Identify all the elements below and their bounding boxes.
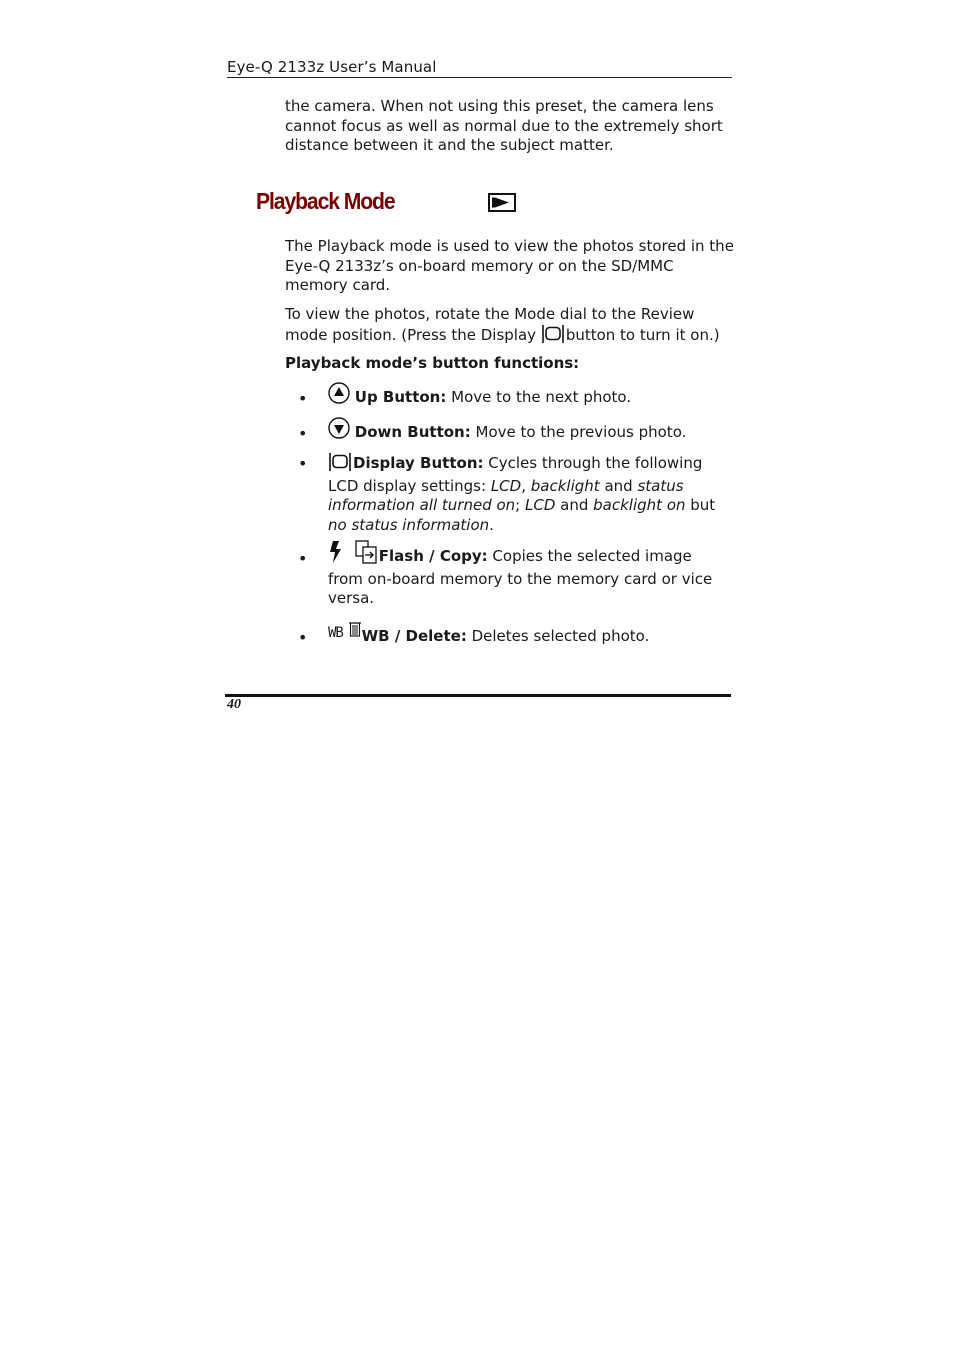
- footer-rule: [225, 694, 731, 697]
- up-arrow-circle-icon: [328, 381, 350, 411]
- trash-icon: [348, 620, 362, 644]
- wb-delete-label: WB / Delete:: [361, 627, 467, 645]
- paragraph-intro: The Playback mode is used to view the photos stored in the Eye-Q 2133z’s on-board memory or on the SD/MMC memory card.: [285, 237, 734, 295]
- subheading: Playback mode’s button functions:: [285, 354, 580, 372]
- p2-text-before: To view the photos, rotate the Mode dial to the Review mode position. (Press the Display: [285, 305, 695, 344]
- flash-icon: [328, 540, 344, 570]
- list-item-up: [328, 381, 728, 411]
- wb-delete-text: Deletes selected photo.: [466, 627, 650, 645]
- display-text: and: [555, 496, 594, 515]
- list-item-down: [328, 416, 728, 446]
- list-item-display: [328, 453, 728, 535]
- bullet-marker: •: [298, 549, 308, 568]
- up-button-text: Move to the next photo.: [446, 388, 632, 406]
- playback-icon: [488, 193, 516, 212]
- paragraph-view-photos: [285, 305, 735, 348]
- wb-icon: WB: [328, 625, 343, 641]
- section-title: Playback Mode: [256, 188, 395, 214]
- bullet-marker: •: [298, 424, 308, 443]
- display-text: Cycles through the following LCD display settings:: [328, 454, 703, 495]
- display-button-label: Display Button:: [353, 454, 484, 472]
- bullet-marker: •: [298, 454, 308, 473]
- display-emphasis: status information all turned on: [328, 476, 684, 515]
- display-text: .: [489, 515, 494, 534]
- page-number: 40: [227, 697, 241, 712]
- display-text: and: [599, 476, 638, 495]
- display-emphasis: LCD: [525, 496, 556, 515]
- down-button-text: Move to the previous photo.: [470, 423, 687, 441]
- bullet-marker: •: [298, 389, 308, 408]
- display-icon: [328, 453, 353, 477]
- flash-copy-label: Flash / Copy:: [378, 547, 488, 565]
- flash-copy-text: Copies the selected image from on-board memory to the memory card or vice versa.: [328, 547, 713, 608]
- intro-paragraph: the camera. When not using this preset, the camera lens cannot focus as well as normal due to the extremely short distance between it and the subject matter.: [285, 97, 723, 155]
- display-emphasis: no status information: [328, 515, 490, 534]
- display-text: ,: [521, 476, 531, 495]
- bullet-marker: •: [298, 628, 308, 647]
- list-item-wb-delete: [328, 620, 728, 647]
- down-arrow-circle-icon: [328, 416, 350, 446]
- up-button-label: Up Button:: [354, 388, 447, 406]
- copy-icon: [355, 540, 379, 570]
- list-item-flash-copy: [328, 540, 728, 609]
- display-text: ;: [515, 496, 525, 515]
- display-icon: [541, 325, 566, 349]
- display-emphasis: backlight: [530, 476, 600, 495]
- running-header: Eye-Q 2133z User’s Manual: [227, 58, 437, 76]
- display-emphasis: LCD: [490, 476, 522, 495]
- down-button-label: Down Button:: [354, 423, 471, 441]
- display-emphasis: backlight on: [593, 496, 686, 515]
- header-rule: [227, 77, 732, 78]
- p2-text-after: button to turn it on.): [565, 325, 720, 344]
- display-text: but: [685, 496, 716, 515]
